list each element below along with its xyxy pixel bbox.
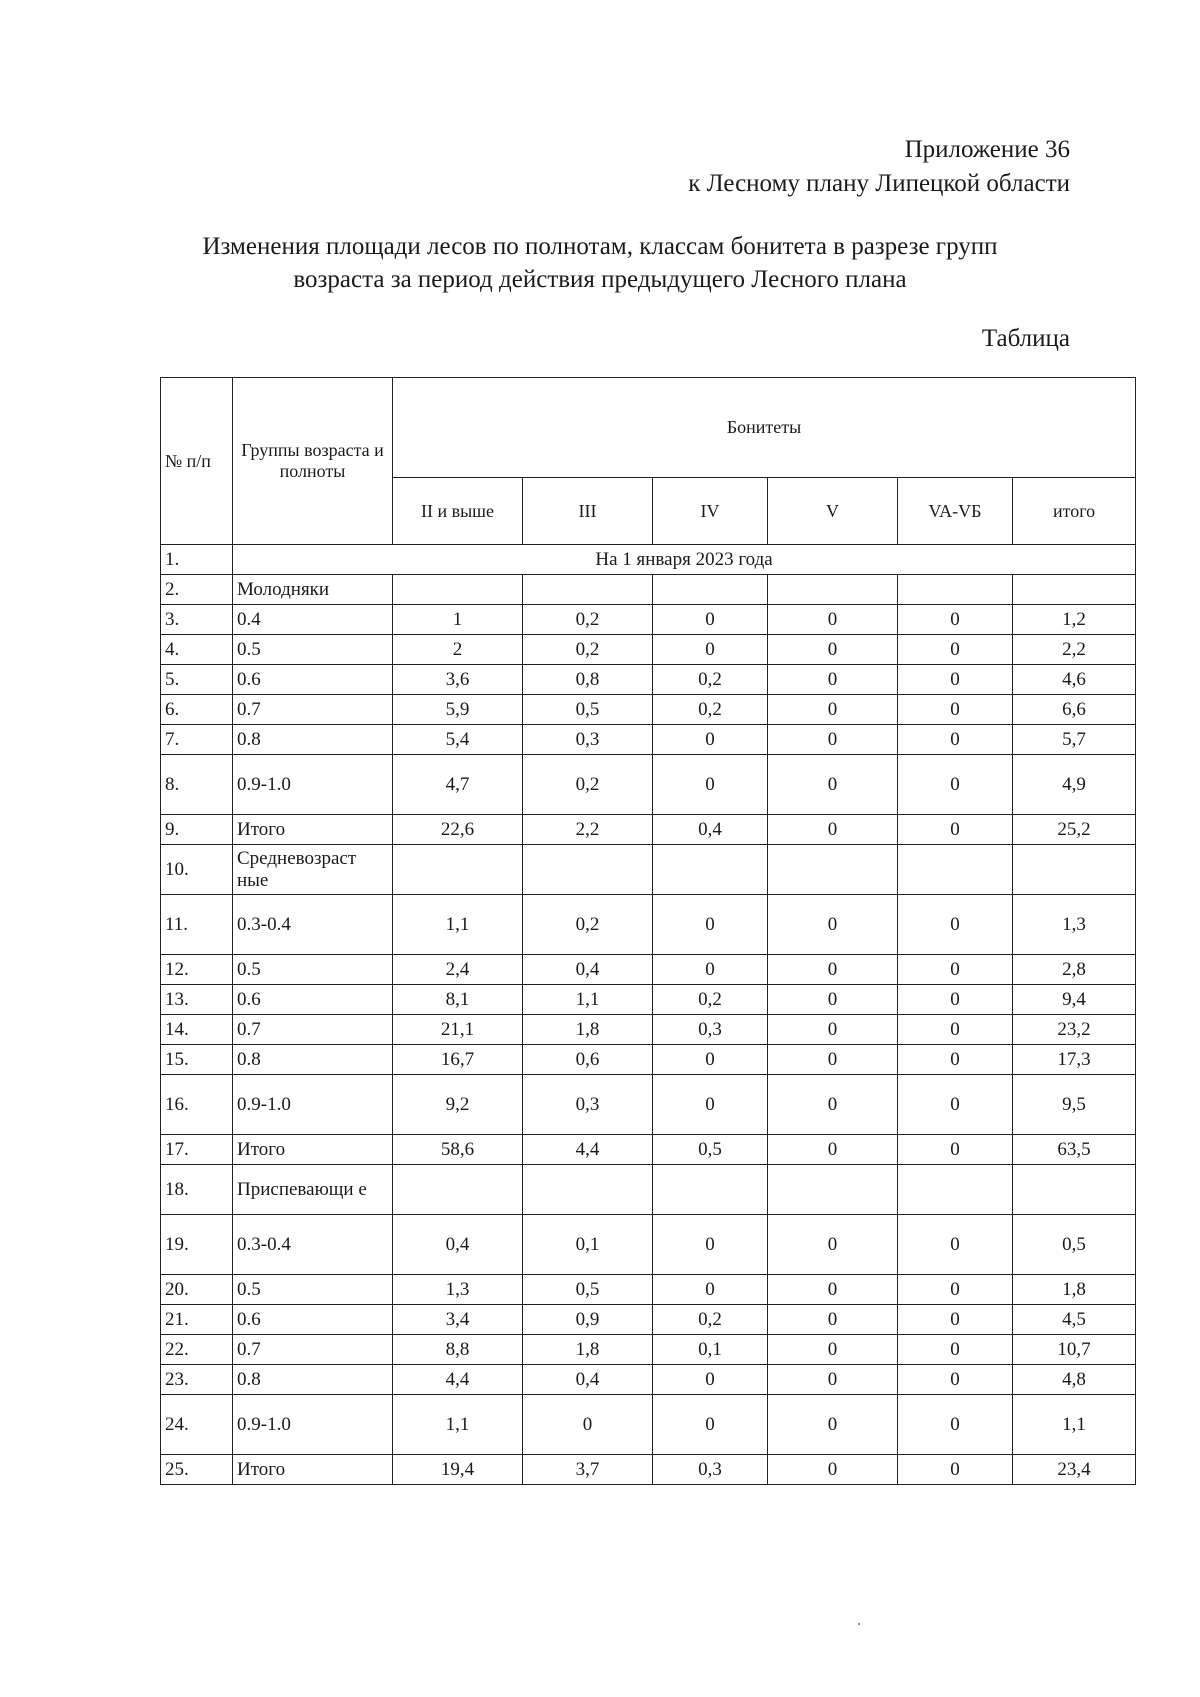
value-cell: 0 [898, 725, 1013, 755]
value-cell: 0,4 [523, 955, 653, 985]
value-cell: 0 [768, 1045, 898, 1075]
value-cell: 1,8 [1013, 1275, 1136, 1305]
table-row [161, 1395, 1136, 1455]
row-number: 2. [161, 575, 233, 605]
value-cell: 0,2 [653, 985, 768, 1015]
value-cell [393, 1165, 523, 1215]
row-number: 23. [161, 1365, 233, 1395]
row-number: 5. [161, 665, 233, 695]
value-cell: 17,3 [1013, 1045, 1136, 1075]
table-row [161, 1045, 1136, 1075]
value-cell [653, 845, 768, 895]
density-label: 0.3-0.4 [233, 895, 393, 955]
header-num: № п/п [161, 378, 233, 545]
value-cell: 0 [523, 1395, 653, 1455]
value-cell: 0 [653, 1365, 768, 1395]
density-label: 0.3-0.4 [233, 1215, 393, 1275]
header-col-ii: II и выше [393, 478, 523, 545]
value-cell: 0,3 [653, 1455, 768, 1485]
table-row [161, 665, 1136, 695]
value-cell: 0 [768, 755, 898, 815]
row-number: 15. [161, 1045, 233, 1075]
value-cell: 0,5 [523, 695, 653, 725]
value-cell: 0 [898, 1135, 1013, 1165]
density-label: 0.6 [233, 985, 393, 1015]
group-label: Итого [233, 815, 393, 845]
value-cell: 0,1 [653, 1335, 768, 1365]
value-cell: 4,4 [393, 1365, 523, 1395]
value-cell: 0 [898, 1335, 1013, 1365]
header-col-va-vb: VA-VБ [898, 478, 1013, 545]
value-cell: 0 [768, 1395, 898, 1455]
value-cell: 0 [653, 605, 768, 635]
value-cell: 0 [768, 985, 898, 1015]
value-cell: 0 [768, 1335, 898, 1365]
value-cell: 0 [768, 1015, 898, 1045]
density-label: 0.7 [233, 695, 393, 725]
value-cell [393, 845, 523, 895]
table-row [161, 545, 1136, 575]
row-number: 13. [161, 985, 233, 1015]
value-cell: 23,4 [1013, 1455, 1136, 1485]
period-heading: На 1 января 2023 года [233, 545, 1136, 575]
density-label: 0.8 [233, 1045, 393, 1075]
value-cell: 0 [653, 725, 768, 755]
value-cell: 0 [898, 1365, 1013, 1395]
value-cell: 0 [653, 1395, 768, 1455]
value-cell [653, 575, 768, 605]
density-label: 0.8 [233, 1365, 393, 1395]
value-cell: 1,8 [523, 1015, 653, 1045]
value-cell: 3,6 [393, 665, 523, 695]
value-cell: 0 [768, 605, 898, 635]
value-cell: 0 [768, 725, 898, 755]
header-col-iv: IV [653, 478, 768, 545]
value-cell: 5,4 [393, 725, 523, 755]
value-cell: 0 [768, 1135, 898, 1165]
row-number: 22. [161, 1335, 233, 1365]
value-cell [653, 1165, 768, 1215]
density-label: 0.7 [233, 1015, 393, 1045]
value-cell: 0 [898, 985, 1013, 1015]
value-cell: 23,2 [1013, 1015, 1136, 1045]
table-row [161, 845, 1136, 895]
table-row [161, 1135, 1136, 1165]
value-cell: 0 [898, 695, 1013, 725]
table-row [161, 985, 1136, 1015]
value-cell: 0 [898, 1455, 1013, 1485]
value-cell: 0,3 [523, 1075, 653, 1135]
value-cell: 0,8 [523, 665, 653, 695]
value-cell: 0 [768, 1455, 898, 1485]
value-cell [898, 845, 1013, 895]
table-row [161, 605, 1136, 635]
value-cell: 0,2 [653, 1305, 768, 1335]
value-cell: 0 [768, 695, 898, 725]
row-number: 1. [161, 545, 233, 575]
value-cell: 5,9 [393, 695, 523, 725]
value-cell: 6,6 [1013, 695, 1136, 725]
row-number: 20. [161, 1275, 233, 1305]
value-cell: 0 [898, 1075, 1013, 1135]
value-cell: 0,6 [523, 1045, 653, 1075]
table-row [161, 1015, 1136, 1045]
value-cell: 0 [898, 895, 1013, 955]
table-row [161, 1455, 1136, 1485]
table-row [161, 1365, 1136, 1395]
value-cell: 4,9 [1013, 755, 1136, 815]
row-number: 21. [161, 1305, 233, 1335]
value-cell: 0,2 [653, 695, 768, 725]
value-cell: 0,2 [523, 635, 653, 665]
value-cell: 3,7 [523, 1455, 653, 1485]
value-cell: 0 [768, 665, 898, 695]
group-label: Итого [233, 1135, 393, 1165]
value-cell: 0,5 [1013, 1215, 1136, 1275]
document-title [150, 230, 1050, 296]
value-cell: 0 [768, 815, 898, 845]
value-cell: 0 [768, 1365, 898, 1395]
group-label: Молодняки [233, 575, 393, 605]
table-row [161, 635, 1136, 665]
table-row [161, 1335, 1136, 1365]
header-col-iii: III [523, 478, 653, 545]
row-number: 8. [161, 755, 233, 815]
appendix-number: Приложение 36 [904, 136, 1070, 163]
density-label: 0.6 [233, 665, 393, 695]
row-number: 14. [161, 1015, 233, 1045]
value-cell: 0,2 [523, 895, 653, 955]
value-cell [523, 1165, 653, 1215]
value-cell: 4,6 [1013, 665, 1136, 695]
value-cell: 0,1 [523, 1215, 653, 1275]
value-cell [393, 575, 523, 605]
value-cell: 0,4 [523, 1365, 653, 1395]
value-cell [898, 1165, 1013, 1215]
value-cell: 0 [898, 1305, 1013, 1335]
value-cell: 0 [768, 955, 898, 985]
value-cell: 1,3 [1013, 895, 1136, 955]
row-number: 19. [161, 1215, 233, 1275]
value-cell: 9,2 [393, 1075, 523, 1135]
row-number: 6. [161, 695, 233, 725]
density-label: 0.5 [233, 1275, 393, 1305]
value-cell: 0,3 [653, 1015, 768, 1045]
value-cell: 0 [898, 1215, 1013, 1275]
value-cell: 0,2 [523, 755, 653, 815]
table-row [161, 1275, 1136, 1305]
value-cell: 0 [898, 665, 1013, 695]
density-label: 0.8 [233, 725, 393, 755]
value-cell: 0 [653, 1075, 768, 1135]
row-number: 7. [161, 725, 233, 755]
table-row [161, 725, 1136, 755]
row-number: 17. [161, 1135, 233, 1165]
value-cell: 8,1 [393, 985, 523, 1015]
header-group: Группы возраста и полноты [233, 378, 393, 545]
value-cell: 0,9 [523, 1305, 653, 1335]
value-cell: 58,6 [393, 1135, 523, 1165]
value-cell: 1,3 [393, 1275, 523, 1305]
value-cell: 0 [768, 635, 898, 665]
value-cell: 0,3 [523, 725, 653, 755]
value-cell: 2,2 [523, 815, 653, 845]
density-label: 0.9-1.0 [233, 1075, 393, 1135]
value-cell: 0 [898, 755, 1013, 815]
row-number: 11. [161, 895, 233, 955]
value-cell: 0 [898, 815, 1013, 845]
value-cell: 0 [898, 1015, 1013, 1045]
value-cell: 1,2 [1013, 605, 1136, 635]
title-line-2: возраста за период действия предыдущего Лесного плана [293, 266, 907, 293]
density-label: 0.9-1.0 [233, 755, 393, 815]
header-col-total: итого [1013, 478, 1136, 545]
value-cell: 0 [768, 1215, 898, 1275]
title-line-1: Изменения площади лесов по полнотам, классам бонитета в разрезе групп [202, 233, 998, 260]
value-cell: 10,7 [1013, 1335, 1136, 1365]
value-cell [1013, 1165, 1136, 1215]
value-cell: 0 [898, 635, 1013, 665]
value-cell: 9,5 [1013, 1075, 1136, 1135]
group-label: Средневозраст ные [233, 845, 393, 895]
value-cell: 0 [768, 1075, 898, 1135]
value-cell: 2,8 [1013, 955, 1136, 985]
table-row [161, 575, 1136, 605]
value-cell: 22,6 [393, 815, 523, 845]
value-cell: 0 [768, 1275, 898, 1305]
density-label: 0.6 [233, 1305, 393, 1335]
value-cell: 1,1 [393, 1395, 523, 1455]
group-label: Приспевающи е [233, 1165, 393, 1215]
table-row [161, 815, 1136, 845]
density-label: 0.4 [233, 605, 393, 635]
value-cell: 0 [768, 1305, 898, 1335]
value-cell: 0 [653, 755, 768, 815]
value-cell: 63,5 [1013, 1135, 1136, 1165]
table-row [161, 1165, 1136, 1215]
value-cell: 3,4 [393, 1305, 523, 1335]
scan-mark [858, 1623, 860, 1625]
density-label: 0.5 [233, 635, 393, 665]
appendix-heading [688, 133, 1070, 201]
value-cell: 0,4 [393, 1215, 523, 1275]
value-cell: 5,7 [1013, 725, 1136, 755]
value-cell: 19,4 [393, 1455, 523, 1485]
value-cell: 1,1 [523, 985, 653, 1015]
forest-area-table [160, 377, 1136, 1485]
value-cell: 1,8 [523, 1335, 653, 1365]
row-number: 24. [161, 1395, 233, 1455]
value-cell: 0,4 [653, 815, 768, 845]
value-cell: 1 [393, 605, 523, 635]
table-label: Таблица [981, 325, 1070, 352]
value-cell: 16,7 [393, 1045, 523, 1075]
density-label: 0.7 [233, 1335, 393, 1365]
table-row [161, 755, 1136, 815]
value-cell [1013, 575, 1136, 605]
value-cell [523, 575, 653, 605]
value-cell: 0,2 [653, 665, 768, 695]
value-cell: 0 [653, 635, 768, 665]
density-label: 0.9-1.0 [233, 1395, 393, 1455]
value-cell: 1,1 [393, 895, 523, 955]
value-cell: 2,2 [1013, 635, 1136, 665]
table-row [161, 1215, 1136, 1275]
value-cell [768, 1165, 898, 1215]
row-number: 25. [161, 1455, 233, 1485]
row-number: 12. [161, 955, 233, 985]
row-number: 9. [161, 815, 233, 845]
table-row [161, 695, 1136, 725]
value-cell: 4,5 [1013, 1305, 1136, 1335]
value-cell: 0 [898, 955, 1013, 985]
value-cell: 2,4 [393, 955, 523, 985]
value-cell [768, 845, 898, 895]
value-cell: 25,2 [1013, 815, 1136, 845]
value-cell: 0 [653, 895, 768, 955]
table-row [161, 1305, 1136, 1335]
value-cell: 0 [898, 605, 1013, 635]
appendix-reference: к Лесному плану Липецкой области [688, 170, 1070, 197]
value-cell: 4,8 [1013, 1365, 1136, 1395]
density-label: 0.5 [233, 955, 393, 985]
value-cell: 0 [653, 1275, 768, 1305]
table-row [161, 955, 1136, 985]
table-row [161, 895, 1136, 955]
row-number: 10. [161, 845, 233, 895]
value-cell: 0 [653, 955, 768, 985]
value-cell: 0 [898, 1395, 1013, 1455]
row-number: 18. [161, 1165, 233, 1215]
header-col-v: V [768, 478, 898, 545]
value-cell: 4,4 [523, 1135, 653, 1165]
value-cell: 0,5 [523, 1275, 653, 1305]
value-cell: 0,5 [653, 1135, 768, 1165]
value-cell: 0 [898, 1275, 1013, 1305]
value-cell: 0 [653, 1215, 768, 1275]
value-cell: 2 [393, 635, 523, 665]
value-cell: 0 [898, 1045, 1013, 1075]
table-row [161, 1075, 1136, 1135]
value-cell [768, 575, 898, 605]
value-cell: 0,2 [523, 605, 653, 635]
value-cell: 8,8 [393, 1335, 523, 1365]
value-cell: 1,1 [1013, 1395, 1136, 1455]
value-cell [1013, 845, 1136, 895]
row-number: 4. [161, 635, 233, 665]
row-number: 3. [161, 605, 233, 635]
row-number: 16. [161, 1075, 233, 1135]
value-cell: 9,4 [1013, 985, 1136, 1015]
header-bonitet: Бонитеты [393, 378, 1136, 478]
value-cell: 0 [768, 895, 898, 955]
value-cell [898, 575, 1013, 605]
value-cell: 0 [653, 1045, 768, 1075]
value-cell [523, 845, 653, 895]
value-cell: 21,1 [393, 1015, 523, 1045]
value-cell: 4,7 [393, 755, 523, 815]
group-label: Итого [233, 1455, 393, 1485]
